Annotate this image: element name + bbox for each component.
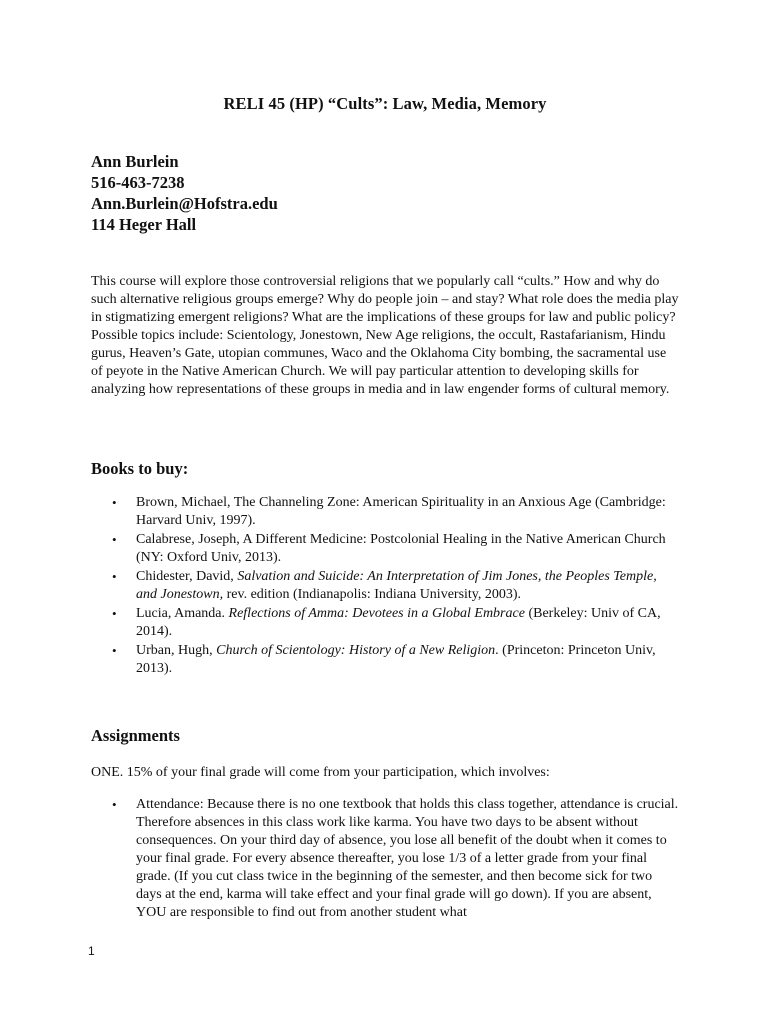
attendance-text: Attendance: Because there is no one textbook that holds this class together, attendance is crucial. Therefore absences in this class work like karma. You have two days to be absent without consequences. On your third day of absence, you lose all benefit of the doubt when it comes to your final grade. For every absence thereafter, you lose 1/3 of a letter grade from your final grade. (If you cut class twice in the beginning of the semester, and then become sick for two days at the end, karma will take effect and your final grade will go down). If you are absent, YOU are responsible to find out from another student what — [136, 797, 679, 920]
attendance-item — [91, 796, 681, 922]
book-item: • Urban, Hugh, Church of Scientology: History of a New Religion. (Princeton: Princeton Univ, 2013). — [112, 643, 656, 676]
instructor-name: Ann Burlein — [91, 152, 179, 171]
book-item: • Lucia, Amanda. Reflections of Amma: Devotees in a Global Embrace (Berkeley: Univ of CA, 2014). — [112, 606, 661, 639]
books-list — [91, 494, 681, 679]
book-item: • Calabrese, Joseph, A Different Medicine: Postcolonial Healing in the Native American Church (NY: Oxford Univ, 2013). — [112, 532, 666, 565]
book-item: • Brown, Michael, The Channeling Zone: American Spirituality in an Anxious Age (Cambridge: Harvard Univ, 1997). — [112, 495, 666, 528]
instructor-office: 114 Heger Hall — [91, 215, 197, 234]
bullet-icon: • — [112, 532, 117, 547]
bullet-icon: • — [112, 606, 117, 621]
book-item: • Chidester, David, Salvation and Suicide: An Interpretation of Jim Jones, the Peoples Temple, and Jonestown, rev. edition (Indianapolis: Indiana University, 2003). — [112, 569, 657, 602]
assignment-one: ONE. 15% of your final grade will come from your participation, which involves: — [91, 765, 550, 780]
assignments-heading: Assignments — [91, 726, 180, 745]
course-title: RELI 45 (HP) “Cults”: Law, Media, Memory — [223, 94, 547, 113]
page-number: 1 — [88, 944, 95, 958]
contact-block — [91, 151, 278, 235]
instructor-email: Ann.Burlein@Hofstra.edu — [91, 194, 278, 213]
instructor-phone: 516-463-7238 — [91, 173, 185, 192]
bullet-icon: • — [112, 797, 117, 812]
books-heading: Books to buy: — [91, 459, 189, 478]
bullet-icon: • — [112, 643, 117, 658]
participation-list — [91, 796, 681, 923]
course-description: This course will explore those controversial religions that we popularly call “cults.” How and why do such alternative religious groups emerge? Why do people join – and stay? What role does the media play in stigmatizing emergent religions? What are the implications of these groups for law and public policy? Possible topics include: Scientology, Jonestown, New Age religions, the occult, Rastafarianism, Hindu gurus, Heaven’s Gate, utopian communes, Waco and the Oklahoma City bombing, the sacramental use of peyote in the Native American Church. We will pay particular attention to developing skills for analyzing how representations of these groups in media and in law engender forms of cultural memory. — [91, 274, 679, 397]
bullet-icon: • — [112, 495, 117, 510]
bullet-icon: • — [112, 569, 117, 584]
